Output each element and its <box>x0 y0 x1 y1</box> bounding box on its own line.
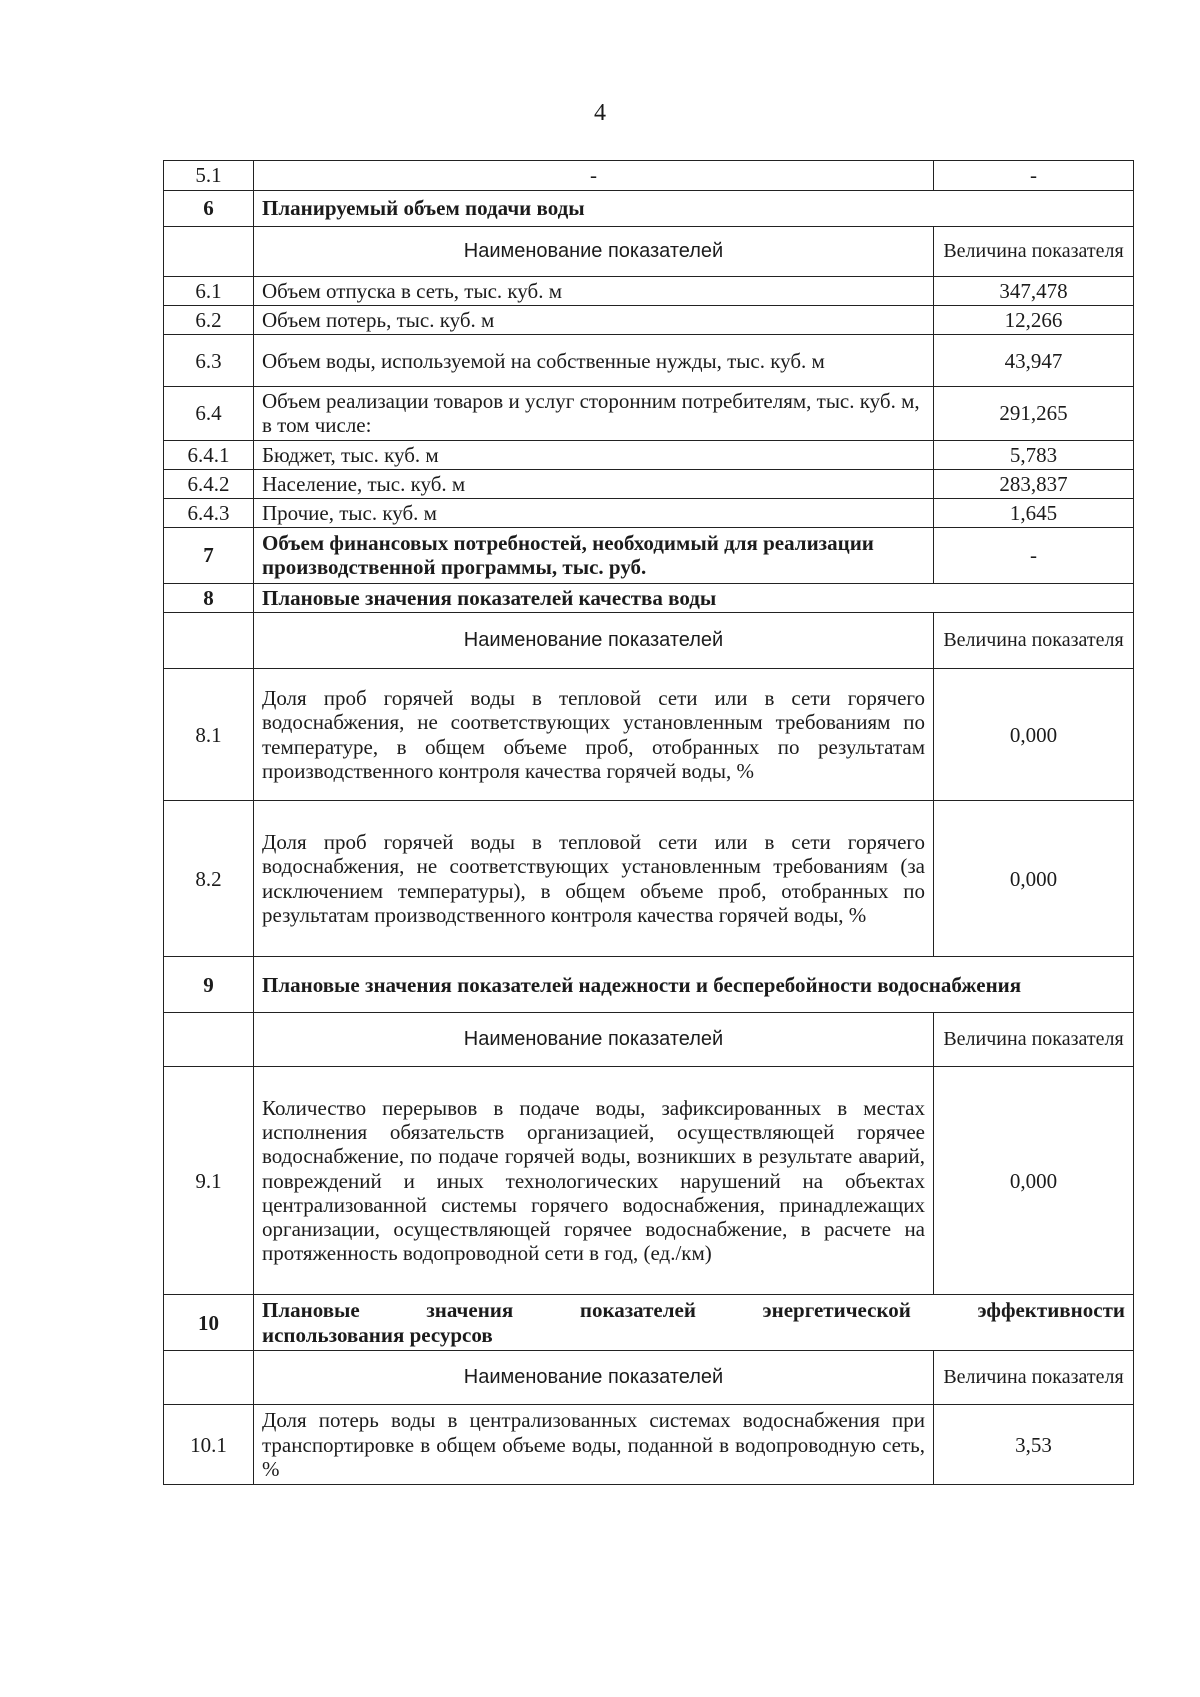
row-value: 0,000 <box>934 801 1134 957</box>
row-value: 0,000 <box>934 669 1134 801</box>
column-header-row <box>164 1013 1134 1067</box>
row-text: Объем реализации товаров и услуг сторонним потребителям, тыс. куб. м, в том числе: <box>254 387 934 440</box>
column-header-value: Величина показателя <box>934 1351 1134 1405</box>
row-number: 6.3 <box>164 335 254 387</box>
row-value: 5,783 <box>934 440 1134 469</box>
column-header-value: Величина показателя <box>934 227 1134 277</box>
table-row <box>164 306 1134 335</box>
row-value: 0,000 <box>934 1067 1134 1295</box>
section-title: Планируемый объем подачи воды <box>254 191 1134 227</box>
empty-cell <box>164 613 254 669</box>
row-number: 6.4.3 <box>164 498 254 527</box>
row-text: - <box>254 161 934 191</box>
column-header-row <box>164 227 1134 277</box>
row-value: - <box>934 161 1134 191</box>
row-text: Объем отпуска в сеть, тыс. куб. м <box>254 277 934 306</box>
section-row-6 <box>164 191 1134 227</box>
table-row <box>164 277 1134 306</box>
row-text: Доля потерь воды в централизованных системах водоснабжения при транспортировке в общем объеме воды, поданной в водопроводную сеть, % <box>254 1405 934 1485</box>
section-row-10 <box>164 1295 1134 1351</box>
row-text: Доля проб горячей воды в тепловой сети или в сети горячего водоснабжения, не соответствующих установленным требованиям по температуре, в общем объеме проб, отобранных по результатам производственного контроля качества горячей воды, % <box>254 669 934 801</box>
section-title: Объем финансовых потребностей, необходимый для реализации производственной программы, тыс. руб. <box>254 527 934 583</box>
section-title-line: использования ресурсов <box>262 1322 493 1347</box>
row-number: 10.1 <box>164 1405 254 1485</box>
table-row <box>164 161 1134 191</box>
row-number: 6.4 <box>164 387 254 440</box>
section-number: 6 <box>164 191 254 227</box>
row-text: Прочие, тыс. куб. м <box>254 498 934 527</box>
section-row-8 <box>164 583 1134 612</box>
section-row-9 <box>164 957 1134 1013</box>
column-header-value: Величина показателя <box>934 1013 1134 1067</box>
row-number: 9.1 <box>164 1067 254 1295</box>
row-value: 1,645 <box>934 498 1134 527</box>
row-value: 3,53 <box>934 1405 1134 1485</box>
row-text: Объем потерь, тыс. куб. м <box>254 306 934 335</box>
row-value: 12,266 <box>934 306 1134 335</box>
section-row-7 <box>164 527 1134 583</box>
page-number: 4 <box>594 100 606 126</box>
row-number: 5.1 <box>164 161 254 191</box>
section-number: 9 <box>164 957 254 1013</box>
section-number: 10 <box>164 1295 254 1351</box>
table-row <box>164 1067 1134 1295</box>
table-row <box>164 669 1134 801</box>
table-row <box>164 335 1134 387</box>
row-text: Бюджет, тыс. куб. м <box>254 440 934 469</box>
column-header-row <box>164 613 1134 669</box>
table-row <box>164 387 1134 440</box>
row-value: 291,265 <box>934 387 1134 440</box>
row-number: 8.2 <box>164 801 254 957</box>
row-value: 43,947 <box>934 335 1134 387</box>
section-title-line: Плановые значения показателей энергетической эффективности <box>262 1298 1125 1323</box>
row-value: - <box>934 527 1134 583</box>
column-header-value: Величина показателя <box>934 613 1134 669</box>
row-value: 283,837 <box>934 469 1134 498</box>
empty-cell <box>164 1013 254 1067</box>
column-header-name: Наименование показателей <box>254 227 934 277</box>
section-number: 8 <box>164 583 254 612</box>
row-number: 8.1 <box>164 669 254 801</box>
table-row <box>164 469 1134 498</box>
production-program-table <box>163 160 1134 1485</box>
row-number: 6.4.1 <box>164 440 254 469</box>
column-header-name: Наименование показателей <box>254 1013 934 1067</box>
section-title: Плановые значения показателей надежности и бесперебойности водоснабжения <box>254 957 1134 1013</box>
table-row <box>164 440 1134 469</box>
table-row <box>164 801 1134 957</box>
table-row <box>164 498 1134 527</box>
row-number: 6.2 <box>164 306 254 335</box>
row-text: Количество перерывов в подаче воды, зафиксированных в местах исполнения обязательств организацией, осуществляющей горячее водоснабжение, по подаче горячей воды, возникших в результате аварий, повреждений и иных технологических нарушений на объектах централизованной системы горячего водоснабжения, принадлежащих организации, осуществляющей горячее водоснабжение, в расчете на протяженность водопроводной сети в год, (ед./км) <box>254 1067 934 1295</box>
column-header-row <box>164 1351 1134 1405</box>
row-number: 6.1 <box>164 277 254 306</box>
row-text: Объем воды, используемой на собственные нужды, тыс. куб. м <box>254 335 934 387</box>
row-number: 6.4.2 <box>164 469 254 498</box>
row-text: Население, тыс. куб. м <box>254 469 934 498</box>
empty-cell <box>164 227 254 277</box>
section-number: 7 <box>164 527 254 583</box>
empty-cell <box>164 1351 254 1405</box>
section-title: Плановые значения показателей качества воды <box>254 583 1134 612</box>
column-header-name: Наименование показателей <box>254 613 934 669</box>
table-row <box>164 1405 1134 1485</box>
row-value: 347,478 <box>934 277 1134 306</box>
row-text: Доля проб горячей воды в тепловой сети или в сети горячего водоснабжения, не соответствующих установленным требованиям (за исключением температуры), в общем объеме проб, отобранных по результатам производственного контроля качества горячей воды, % <box>254 801 934 957</box>
section-title <box>254 1295 1134 1351</box>
column-header-name: Наименование показателей <box>254 1351 934 1405</box>
